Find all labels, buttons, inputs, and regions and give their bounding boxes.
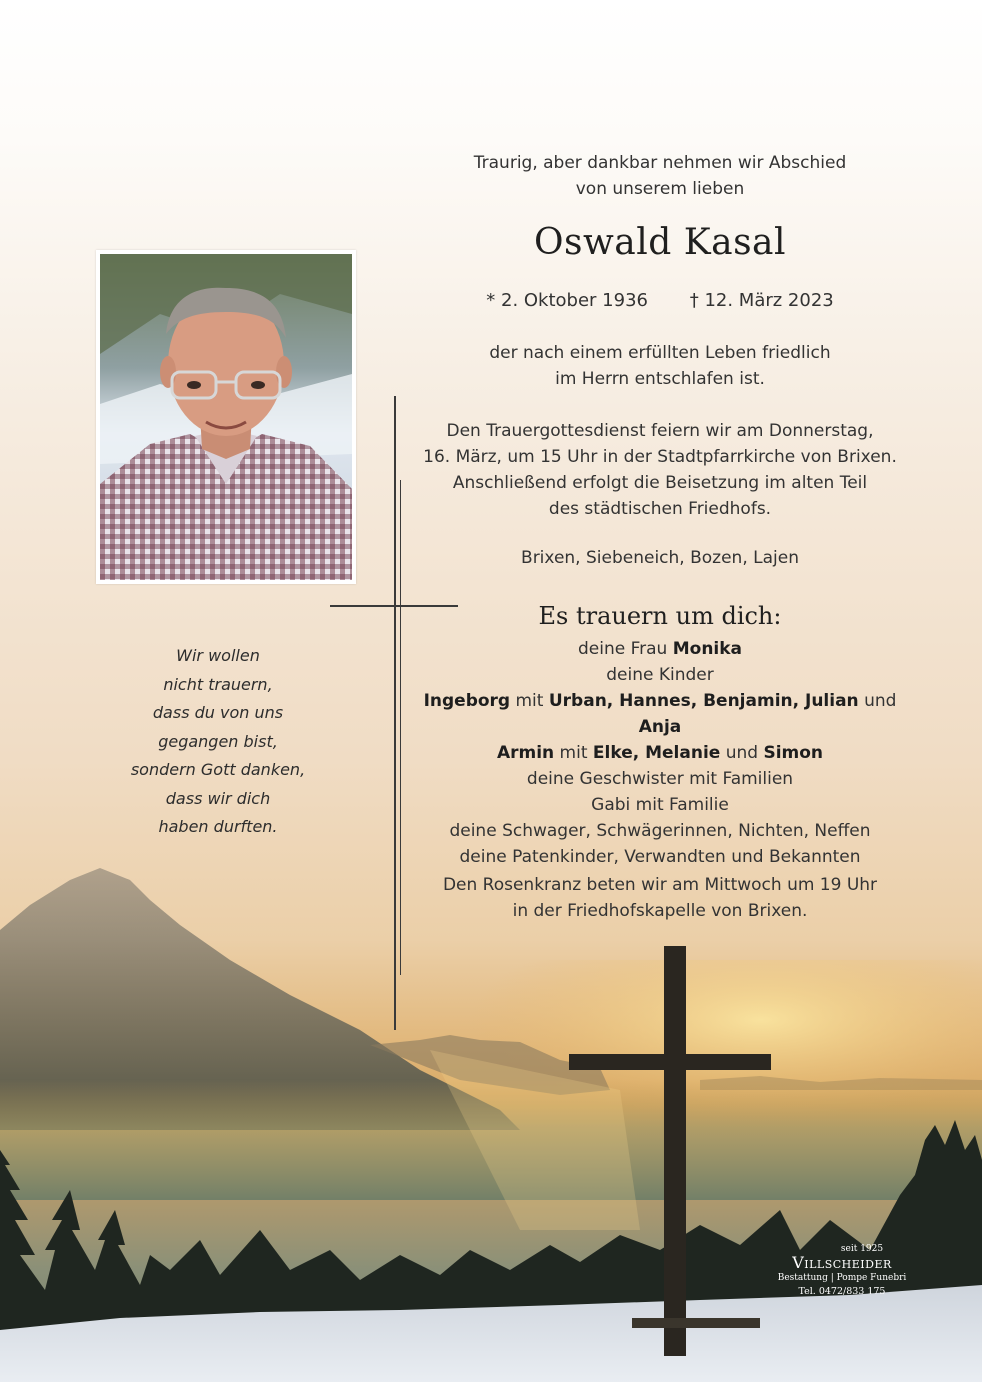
portrait-frame xyxy=(96,250,356,584)
logo-brand: Villscheider xyxy=(792,1253,892,1272)
child1-last: Anja xyxy=(638,717,682,737)
quote-line: dass wir dich xyxy=(165,788,271,808)
in-laws-line: deine Schwager, Schwägerinnen, Nichten, Neffen xyxy=(449,821,871,841)
passing-line: im Herrn entschlafen ist. xyxy=(555,369,765,389)
godchildren-line: deine Patenkinder, Verwandten und Bekannten xyxy=(459,847,861,867)
intro-text xyxy=(400,150,920,202)
portrait-illustration xyxy=(100,254,352,580)
funeral-service-text xyxy=(400,418,920,522)
deceased-name: Oswald Kasal xyxy=(533,222,787,263)
quote-line: dass du von uns xyxy=(152,703,284,722)
siblings-line: deine Geschwister mit Familien xyxy=(526,769,794,789)
rosary-line: in der Friedhofskapelle von Brixen. xyxy=(512,901,808,921)
wife-name: Monika xyxy=(672,639,743,659)
child2-last: Simon xyxy=(763,743,824,763)
quote-line: Wir wollen xyxy=(176,646,260,665)
mourner-line-wife xyxy=(400,636,920,662)
service-line: Den Trauergottesdienst feiern wir am Donnerstag, xyxy=(446,421,874,441)
rosary-text xyxy=(400,872,920,924)
logo-subtitle: Bestattung | Pompe Funebri xyxy=(777,1273,907,1283)
portrait-photo xyxy=(100,254,352,580)
quote-line: nicht trauern, xyxy=(163,674,273,694)
death-date: † 12. März 2023 xyxy=(689,290,834,311)
quote-line: haben durften. xyxy=(158,817,278,836)
child1-family: Urban, Hannes, Benjamin, Julian xyxy=(548,691,859,711)
with-word: mit xyxy=(515,691,544,711)
wife-prefix: deine Frau xyxy=(577,639,668,659)
and-word: und xyxy=(725,743,759,763)
birth-date: * 2. Oktober 1936 xyxy=(486,290,648,311)
service-line: des städtischen Friedhofs. xyxy=(548,499,772,519)
passing-line: der nach einem erfüllten Leben friedlich xyxy=(489,343,831,363)
service-line: 16. März, um 15 Uhr in der Stadtpfarrkirche von Brixen. xyxy=(423,447,897,467)
mourners-list xyxy=(400,636,920,870)
cross-vertical-line xyxy=(394,396,396,1030)
intro-line: Traurig, aber dankbar nehmen wir Abschied xyxy=(473,153,847,173)
gabi-line: Gabi mit Familie xyxy=(591,795,729,815)
child1-name: Ingeborg xyxy=(423,691,511,711)
logo-phone: Tel. 0472/833 175 xyxy=(798,1286,886,1297)
child2-family: Elke, Melanie xyxy=(592,743,721,763)
memorial-quote xyxy=(100,642,336,842)
mourner-line-child1 xyxy=(400,688,920,740)
mourner-line-child2 xyxy=(400,740,920,766)
child2-name: Armin xyxy=(496,743,555,763)
rosary-line: Den Rosenkranz beten wir am Mittwoch um 19 Uhr xyxy=(442,875,878,895)
children-label: deine Kinder xyxy=(606,665,714,685)
life-dates xyxy=(400,290,920,311)
mourners-heading: Es trauern um dich: xyxy=(538,602,782,630)
quote-line: gegangen bist, xyxy=(158,731,278,751)
funeral-home-logo xyxy=(772,1244,912,1300)
and-word: und xyxy=(864,691,897,711)
intro-line: von unserem lieben xyxy=(575,179,745,199)
quote-line: sondern Gott danken, xyxy=(130,760,306,779)
service-line: Anschließend erfolgt die Beisetzung im alten Teil xyxy=(452,473,868,493)
places-text: Brixen, Siebeneich, Bozen, Lajen xyxy=(521,548,799,568)
passing-text xyxy=(400,340,920,392)
logo-since: seit 1925 xyxy=(840,1244,884,1254)
with-word: mit xyxy=(559,743,588,763)
